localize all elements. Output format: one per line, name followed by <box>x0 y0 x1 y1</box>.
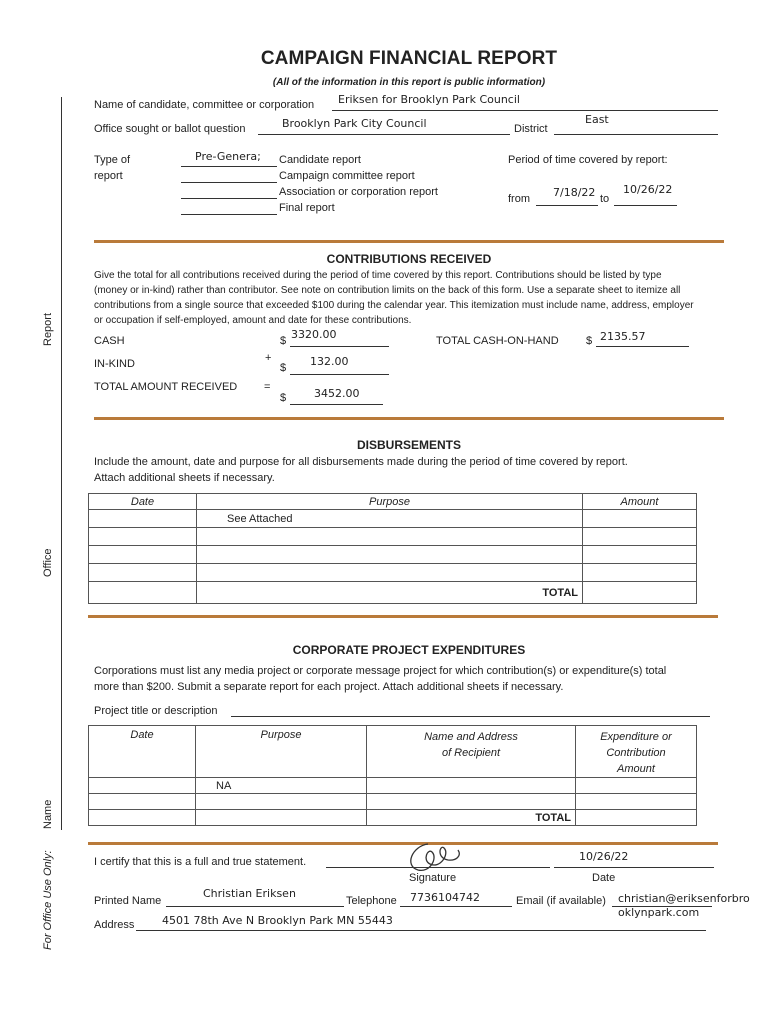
name-underline <box>332 110 718 111</box>
email-field-line-2[interactable]: oklynpark.com <box>618 906 700 919</box>
disb-col-date: Date <box>89 494 197 510</box>
disbursements-text-line-1: Include the amount, date and purpose for all disbursements made during the period of time covered by report. <box>94 456 628 468</box>
disbursements-text-line-2: Attach additional sheets if necessary. <box>94 472 275 484</box>
inkind-dollar: $ <box>280 362 287 374</box>
certify-statement: I certify that this is a full and true statement. <box>94 856 307 868</box>
disbursements-heading: DISBURSEMENTS <box>356 438 461 452</box>
coh-label: TOTAL CASH-ON-HAND <box>436 335 559 347</box>
type-label-1: Type of <box>94 154 131 166</box>
name-label: Name of candidate, committee or corporation <box>94 99 315 111</box>
email-field-line-1[interactable]: christian@eriksenforbro <box>618 892 750 905</box>
type-line-3[interactable] <box>181 198 277 199</box>
corp-col-purpose: Purpose <box>196 726 367 778</box>
table-row <box>89 810 697 826</box>
type-line-1[interactable] <box>181 166 277 167</box>
date-field[interactable]: 10/26/22 <box>579 850 629 863</box>
contributions-text <box>94 268 694 328</box>
date-label: Date <box>592 872 616 884</box>
to-label: to <box>600 193 610 205</box>
type-label-2: report <box>94 170 123 182</box>
total-underline <box>290 404 383 405</box>
inkind-underline <box>290 374 389 375</box>
printed-name-label: Printed Name <box>94 895 162 907</box>
left-margin-line <box>61 97 62 830</box>
table-row <box>89 582 697 604</box>
name-field[interactable]: Eriksen for Brooklyn Park Council <box>338 93 520 106</box>
corp-col-recipient: Name and Address of Recipient <box>367 726 576 778</box>
corporate-heading: CORPORATE PROJECT EXPENDITURES <box>292 643 526 657</box>
corp-col-date: Date <box>89 726 196 778</box>
disbursements-table <box>88 493 697 604</box>
disb-cell-purpose[interactable] <box>197 510 583 528</box>
address-underline <box>136 930 706 931</box>
contributions-text-line-2: (money or in-kind) rather than contributor. See note on contribution limits on the back of this form. Use a separate sheet to itemize all <box>94 285 681 296</box>
period-label: Period of time covered by report: <box>508 154 668 166</box>
table-row <box>89 546 697 564</box>
type-marked-value[interactable]: Pre-Genera; <box>195 150 261 163</box>
type-option-final: Final report <box>279 202 335 214</box>
side-label-office-use: For Office Use Only: <box>42 850 54 950</box>
type-option-association: Association or corporation report <box>279 186 438 198</box>
district-underline <box>554 134 718 135</box>
disb-total-cell[interactable] <box>583 582 697 604</box>
total-dollar: $ <box>280 392 287 404</box>
contributions-text-line-4: or occupation if self-employed, amount and date for these contributions. <box>94 315 412 326</box>
coh-underline <box>596 346 689 347</box>
divider-3 <box>88 615 718 618</box>
corporate-table <box>88 725 697 826</box>
inkind-field[interactable]: 132.00 <box>310 355 349 368</box>
office-field[interactable]: Brooklyn Park City Council <box>282 117 427 130</box>
total-received-label: TOTAL AMOUNT RECEIVED <box>94 381 238 393</box>
side-label-office: Office <box>42 548 54 577</box>
office-underline <box>258 134 510 135</box>
address-field[interactable]: 4501 78th Ave N Brooklyn Park MN 55443 <box>162 914 393 927</box>
date-underline <box>554 867 714 868</box>
disb-col-amount: Amount <box>583 494 697 510</box>
divider-2 <box>94 417 724 420</box>
disb-col-purpose: Purpose <box>197 494 583 510</box>
cash-underline <box>290 346 389 347</box>
from-underline <box>536 205 598 206</box>
corporate-text-line-2: more than $200. Submit a separate report for each project. Attach additional sheets if necessary. <box>94 681 564 693</box>
office-label: Office sought or ballot question <box>94 123 246 135</box>
telephone-field[interactable]: 7736104742 <box>410 891 480 904</box>
project-label: Project title or description <box>94 705 218 717</box>
address-label: Address <box>94 919 135 931</box>
page-title: CAMPAIGN FINANCIAL REPORT <box>260 48 558 69</box>
contributions-heading: CONTRIBUTIONS RECEIVED <box>326 252 492 266</box>
inkind-label: IN-KIND <box>94 358 135 370</box>
table-row <box>89 794 697 810</box>
from-label: from <box>508 193 530 205</box>
total-received-field[interactable]: 3452.00 <box>314 387 360 400</box>
table-row <box>89 510 697 528</box>
type-line-4[interactable] <box>181 214 277 215</box>
district-label: District <box>514 123 548 135</box>
table-row <box>89 528 697 546</box>
contributions-text-line-1: Give the total for all contributions received during the period of time covered by this report. Contributions should be listed by type <box>94 270 662 281</box>
disb-cell-amount[interactable] <box>583 510 697 528</box>
corp-total-label: TOTAL <box>367 810 576 826</box>
cash-dollar: $ <box>280 335 287 347</box>
corporate-text-line-1: Corporations must list any media project or corporate message project for which contribution(s) or expenditure(s) total <box>94 665 667 677</box>
printed-name-underline <box>166 906 344 907</box>
project-underline[interactable] <box>231 716 710 717</box>
inkind-plus: + <box>265 352 272 364</box>
type-line-2[interactable] <box>181 182 277 183</box>
email-label: Email (if available) <box>516 895 606 907</box>
divider-1 <box>94 240 724 243</box>
type-option-candidate: Candidate report <box>279 154 361 166</box>
printed-name-field[interactable]: Christian Eriksen <box>203 887 296 900</box>
disb-cell-date[interactable] <box>89 510 197 528</box>
corp-first-purpose: NA <box>216 779 232 792</box>
from-field[interactable]: 7/18/22 <box>553 186 596 199</box>
coh-dollar: $ <box>586 335 593 347</box>
cash-label: CASH <box>94 335 125 347</box>
district-field[interactable]: East <box>585 113 609 126</box>
telephone-label: Telephone <box>346 895 397 907</box>
table-row <box>89 564 697 582</box>
total-equals: = <box>264 381 271 393</box>
table-row <box>89 778 697 794</box>
disb-total-label: TOTAL <box>197 582 583 604</box>
to-field[interactable]: 10/26/22 <box>623 183 673 196</box>
to-underline <box>614 205 677 206</box>
side-label-report: Report <box>42 312 54 346</box>
page-subtitle: (All of the information in this report is public information) <box>272 77 546 88</box>
signature-label: Signature <box>409 872 457 884</box>
corp-col-amount: Expenditure or Contribution Amount <box>576 726 697 778</box>
cash-field[interactable]: 3320.00 <box>291 328 337 341</box>
side-label-name: Name <box>42 799 54 829</box>
type-option-committee: Campaign committee report <box>279 170 415 182</box>
disb-first-purpose: See Attached <box>227 512 293 525</box>
corp-total-cell[interactable] <box>576 810 697 826</box>
coh-field[interactable]: 2135.57 <box>600 330 646 343</box>
telephone-underline <box>400 906 512 907</box>
contributions-text-line-3: contributions from a single source that exceeded $100 during the calendar year. This itemization must include name, address, employer <box>94 300 694 311</box>
